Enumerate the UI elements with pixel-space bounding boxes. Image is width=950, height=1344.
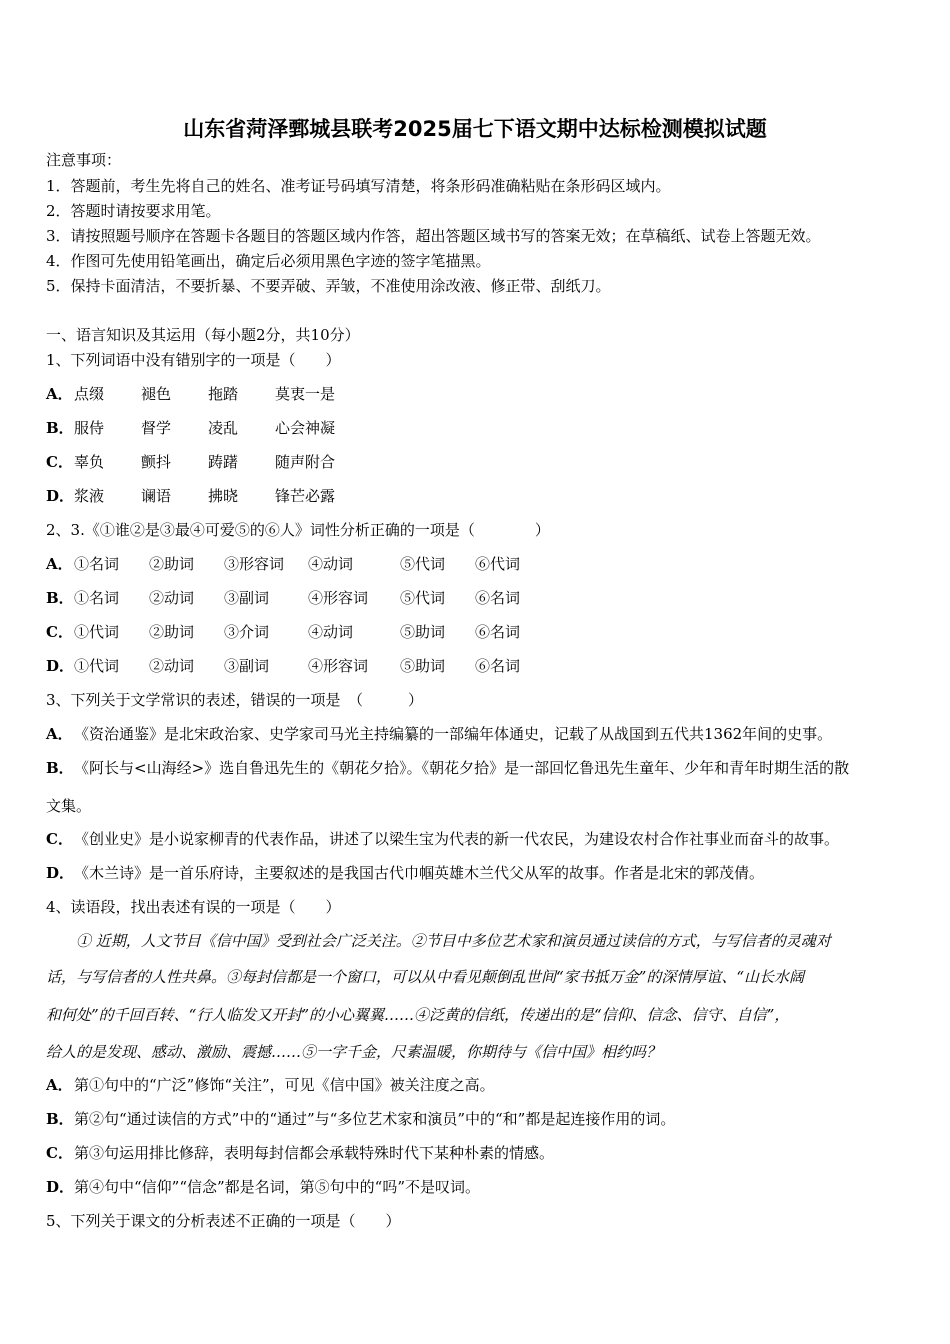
option-word: ③介词 <box>224 623 270 641</box>
option-letter: A． <box>46 555 73 573</box>
q2-option-c <box>46 622 520 642</box>
question-1-stem: 1、下列词语中没有错别字的一项是（ ） <box>46 351 341 369</box>
option-word: 踌躇 <box>208 453 239 471</box>
q3-option-a <box>46 724 832 744</box>
option-text: 《资治通鉴》是北宋政治家、史学家司马光主持编纂的一部编年体通史，记载了从战国到五代共1362年间的史事。 <box>74 725 833 743</box>
option-word: ①代词 <box>74 657 120 675</box>
option-letter: B． <box>46 759 74 777</box>
option-word: ④动词 <box>308 623 354 641</box>
section-heading: 一、语言知识及其运用（每小题2分，共10分） <box>46 326 360 344</box>
option-text: 《木兰诗》是一首乐府诗，主要叙述的是我国古代巾帼英雄木兰代父从军的故事。作者是北宋的郭茂倩。 <box>74 864 765 882</box>
option-text: 第①句中的“广泛”修饰“关注”，可见《信中国》被关注度之高。 <box>74 1076 495 1094</box>
option-text: 《阿长与<山海经>》选自鲁迅先生的《朝花夕拾》。《朝花夕拾》是一部回忆鲁迅先生童年、少年和青年时期生活的散 <box>74 759 850 777</box>
option-word: ⑥名词 <box>475 623 521 641</box>
option-text: 第③句运用排比修辞，表明每封信都会承载特殊时代下某种朴素的情感。 <box>74 1144 555 1162</box>
option-text: 第②句“通过读信的方式”中的“通过”与“多位艺术家和演员”中的“和”都是起连接作用的词。 <box>74 1110 676 1128</box>
option-letter: B． <box>46 1110 74 1128</box>
passage-line: 和何处”的千回百转、“行人临发又开封”的小心翼翼……④泛黄的信纸，传递出的是“信仰、信念、信守、自信”， <box>46 1006 790 1024</box>
option-word: 锋芒必露 <box>275 487 336 505</box>
option-word: ④形容词 <box>308 657 369 675</box>
q4-option-a <box>46 1075 495 1095</box>
question-4-stem: 4、读语段，找出表述有误的一项是（ ） <box>46 898 341 916</box>
option-word: ①代词 <box>74 623 120 641</box>
q1-option-b <box>46 418 335 438</box>
option-word: ⑥名词 <box>475 657 521 675</box>
option-word: ②动词 <box>149 589 195 607</box>
option-word: ④形容词 <box>308 589 369 607</box>
q2-option-b <box>46 588 520 608</box>
option-text: 《创业史》是小说家柳青的代表作品，讲述了以梁生宝为代表的新一代农民，为建设农村合作社事业而奋斗的故事。 <box>74 830 840 848</box>
option-word: ②助词 <box>149 623 195 641</box>
notice-item: 5．保持卡面清洁，不要折暴、不要弄破、弄皱，不准使用涂改液、修正带、刮纸刀。 <box>46 277 611 295</box>
option-word: 莫衷一是 <box>275 385 336 403</box>
passage-line: ① 近期，人文节目《信中国》受到社会广泛关注。②节目中多位艺术家和演员通过读信的方式，与写信者的灵魂对 <box>46 932 831 950</box>
question-2-stem: 2、3.《①谁②是③最④可爱⑤的⑥人》词性分析正确的一项是（ ） <box>46 521 550 539</box>
option-letter: B． <box>46 589 74 607</box>
notice-item: 1．答题前，考生先将自己的姓名、准考证号码填写清楚，将条形码准确粘贴在条形码区域内。 <box>46 177 671 195</box>
notice-item: 4．作图可先使用铅笔画出，确定后必须用黑色字迹的签字笔描黑。 <box>46 252 491 270</box>
option-word: ③副词 <box>224 589 270 607</box>
option-letter: B． <box>46 419 74 437</box>
option-word: ⑤助词 <box>400 623 446 641</box>
q1-option-a <box>46 384 335 404</box>
option-word: ⑥名词 <box>475 589 521 607</box>
option-word: ⑤代词 <box>400 555 446 573</box>
q3-option-d <box>46 863 764 883</box>
option-word: 谰语 <box>141 487 172 505</box>
option-letter: C． <box>46 453 73 471</box>
notice-heading: 注意事项： <box>46 151 122 169</box>
q2-option-d <box>46 656 520 676</box>
option-word: 督学 <box>141 419 172 437</box>
option-word: 随声附合 <box>275 453 336 471</box>
option-word: 褪色 <box>141 385 172 403</box>
page-title: 山东省菏泽鄄城县联考2025届七下语文期中达标检测模拟试题 <box>183 117 767 141</box>
option-letter: D． <box>46 864 75 882</box>
option-letter: A． <box>46 725 73 743</box>
q3-option-b-continued: 文集。 <box>46 797 92 815</box>
q3-option-b <box>46 758 849 778</box>
q4-option-b <box>46 1109 675 1129</box>
notice-item: 3．请按照题号顺序在答题卡各题目的答题区域内作答，超出答题区域书写的答案无效；在草稿纸、试卷上答题无效。 <box>46 227 821 245</box>
option-word: 拖踏 <box>208 385 239 403</box>
q1-option-c <box>46 452 335 472</box>
question-5-stem: 5、下列关于课文的分析表述不正确的一项是（ ） <box>46 1212 401 1230</box>
option-word: ②助词 <box>149 555 195 573</box>
option-word: ②动词 <box>149 657 195 675</box>
passage-line: 给人的是发现、感动、激励、震撼……⑤一字千金，尺素温暖，你期待与《信中国》相约吗？ <box>46 1043 662 1061</box>
option-letter: C． <box>46 623 73 641</box>
option-word: 凌乱 <box>208 419 239 437</box>
option-word: ③形容词 <box>224 555 285 573</box>
q4-option-c <box>46 1143 554 1163</box>
option-word: ①名词 <box>74 589 120 607</box>
option-word: ⑥代词 <box>475 555 521 573</box>
notice-item: 2．答题时请按要求用笔。 <box>46 202 221 220</box>
option-word: 服侍 <box>74 419 105 437</box>
option-word: ③副词 <box>224 657 270 675</box>
option-word: ①名词 <box>74 555 120 573</box>
option-word: 点缀 <box>74 385 105 403</box>
option-word: 浆液 <box>74 487 105 505</box>
option-word: 颤抖 <box>141 453 172 471</box>
q2-option-a <box>46 554 520 574</box>
q3-option-c <box>46 829 839 849</box>
q1-option-d <box>46 486 335 506</box>
option-letter: A． <box>46 1076 73 1094</box>
option-letter: A． <box>46 385 73 403</box>
option-word: ④动词 <box>308 555 354 573</box>
option-letter: D． <box>46 487 75 505</box>
passage-line: 话，与写信者的人性共鼻。③每封信都是一个窗口，可以从中看见颠倒乱世间“家书抵万金”的深情厚谊、“山长水阔 <box>46 968 805 986</box>
option-word: ⑤代词 <box>400 589 446 607</box>
option-letter: D． <box>46 1178 75 1196</box>
option-word: ⑤助词 <box>400 657 446 675</box>
option-word: 心会神凝 <box>275 419 336 437</box>
option-word: 拂晓 <box>208 487 239 505</box>
option-letter: C． <box>46 1144 73 1162</box>
option-text: 第④句中“信仰”“信念”都是名词，第⑤句中的“吗”不是叹词。 <box>74 1178 481 1196</box>
question-3-stem: 3、下列关于文学常识的表述，错误的一项是 （ ） <box>46 691 424 709</box>
option-letter: C． <box>46 830 73 848</box>
option-letter: D． <box>46 657 75 675</box>
q4-option-d <box>46 1177 480 1197</box>
option-word: 辜负 <box>74 453 105 471</box>
